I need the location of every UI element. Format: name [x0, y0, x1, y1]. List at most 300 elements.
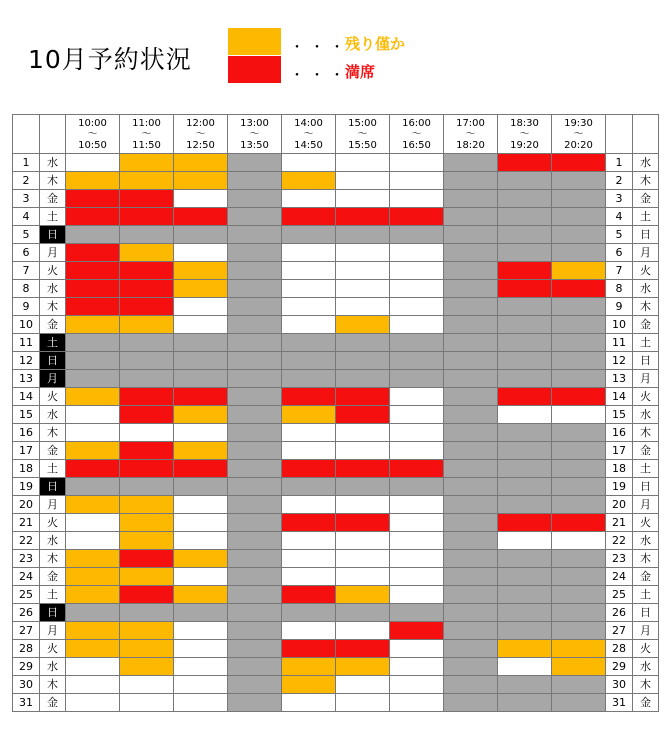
slot-cell	[390, 694, 444, 712]
slot-cell	[174, 172, 228, 190]
slot-cell	[120, 244, 174, 262]
weekday: 水	[40, 154, 66, 172]
slot-cell	[444, 658, 498, 676]
legend-dots-full: ・・・	[290, 68, 350, 84]
slot-cell	[120, 640, 174, 658]
weekday-right: 月	[633, 496, 659, 514]
slot-cell	[390, 640, 444, 658]
weekday: 金	[40, 316, 66, 334]
day-number-right: 21	[606, 514, 633, 532]
day-number: 7	[13, 262, 40, 280]
slot-cell	[444, 604, 498, 622]
slot-cell	[552, 694, 606, 712]
day-number-right: 15	[606, 406, 633, 424]
slot-cell	[120, 388, 174, 406]
slot-cell	[120, 208, 174, 226]
day-number-right: 12	[606, 352, 633, 370]
weekday: 火	[40, 640, 66, 658]
slot-cell	[444, 622, 498, 640]
slot-cell	[120, 190, 174, 208]
table-row	[13, 208, 659, 226]
slot-cell	[444, 352, 498, 370]
slot-cell	[552, 550, 606, 568]
time-slot-header	[390, 115, 444, 154]
slot-cell	[174, 514, 228, 532]
legend-few-label: 残り僅か	[345, 35, 406, 53]
slot-cell	[552, 226, 606, 244]
day-number: 15	[13, 406, 40, 424]
weekday-right: 月	[633, 244, 659, 262]
reservation-table	[12, 114, 659, 712]
slot-cell	[282, 586, 336, 604]
slot-cell	[120, 496, 174, 514]
day-number: 28	[13, 640, 40, 658]
weekday: 木	[40, 298, 66, 316]
day-number-right: 27	[606, 622, 633, 640]
time-slot-sep: ～	[195, 128, 206, 140]
slot-cell	[282, 244, 336, 262]
weekday-right: 水	[633, 658, 659, 676]
slot-cell	[444, 172, 498, 190]
slot-cell	[498, 478, 552, 496]
slot-cell	[120, 352, 174, 370]
table-row	[13, 496, 659, 514]
slot-cell	[120, 334, 174, 352]
slot-cell	[336, 604, 390, 622]
slot-cell	[174, 424, 228, 442]
slot-cell	[174, 370, 228, 388]
slot-cell	[282, 262, 336, 280]
time-slot-sep: ～	[141, 128, 152, 140]
slot-cell	[66, 532, 120, 550]
slot-cell	[336, 478, 390, 496]
table-row	[13, 478, 659, 496]
slot-cell	[390, 352, 444, 370]
slot-cell	[228, 460, 282, 478]
table-row	[13, 586, 659, 604]
slot-cell	[66, 190, 120, 208]
slot-cell	[66, 172, 120, 190]
slot-cell	[228, 370, 282, 388]
time-slot-end: 14:50	[294, 139, 323, 151]
day-number: 14	[13, 388, 40, 406]
slot-cell	[336, 532, 390, 550]
table-row	[13, 244, 659, 262]
slot-cell	[390, 460, 444, 478]
slot-cell	[498, 676, 552, 694]
slot-cell	[498, 694, 552, 712]
slot-cell	[228, 352, 282, 370]
day-number: 25	[13, 586, 40, 604]
slot-cell	[336, 550, 390, 568]
slot-cell	[498, 316, 552, 334]
day-number-right: 3	[606, 190, 633, 208]
slot-cell	[282, 154, 336, 172]
weekday: 土	[40, 460, 66, 478]
slot-cell	[390, 154, 444, 172]
slot-cell	[390, 514, 444, 532]
slot-cell	[282, 424, 336, 442]
header-blank	[13, 115, 40, 154]
time-slot-header	[552, 115, 606, 154]
weekday: 火	[40, 388, 66, 406]
slot-cell	[174, 460, 228, 478]
slot-cell	[282, 604, 336, 622]
slot-cell	[498, 568, 552, 586]
weekday-right: 金	[633, 568, 659, 586]
weekday-right: 月	[633, 622, 659, 640]
day-number-right: 13	[606, 370, 633, 388]
table-row	[13, 316, 659, 334]
slot-cell	[498, 280, 552, 298]
legend-few-swatch	[228, 28, 281, 55]
weekday: 木	[40, 550, 66, 568]
slot-cell	[390, 316, 444, 334]
table-row	[13, 676, 659, 694]
weekday-right: 水	[633, 154, 659, 172]
slot-cell	[390, 370, 444, 388]
day-number: 18	[13, 460, 40, 478]
slot-cell	[66, 244, 120, 262]
slot-cell	[444, 370, 498, 388]
slot-cell	[498, 172, 552, 190]
day-number: 23	[13, 550, 40, 568]
slot-cell	[390, 676, 444, 694]
day-number-right: 9	[606, 298, 633, 316]
table-row	[13, 298, 659, 316]
time-slot-end: 16:50	[402, 139, 431, 151]
slot-cell	[228, 262, 282, 280]
slot-cell	[390, 244, 444, 262]
slot-cell	[552, 676, 606, 694]
slot-cell	[66, 514, 120, 532]
weekday: 月	[40, 244, 66, 262]
slot-cell	[444, 190, 498, 208]
slot-cell	[228, 550, 282, 568]
slot-cell	[336, 226, 390, 244]
slot-cell	[282, 388, 336, 406]
day-number: 26	[13, 604, 40, 622]
weekday: 水	[40, 532, 66, 550]
weekday-right: 金	[633, 190, 659, 208]
slot-cell	[552, 280, 606, 298]
time-slot-end: 11:50	[132, 139, 161, 151]
time-slot-start: 14:00	[294, 117, 323, 129]
table-row	[13, 370, 659, 388]
slot-cell	[120, 280, 174, 298]
slot-cell	[390, 496, 444, 514]
weekday: 土	[40, 586, 66, 604]
slot-cell	[552, 298, 606, 316]
slot-cell	[282, 532, 336, 550]
slot-cell	[174, 568, 228, 586]
slot-cell	[552, 244, 606, 262]
slot-cell	[390, 586, 444, 604]
slot-cell	[498, 442, 552, 460]
weekday-right: 火	[633, 514, 659, 532]
slot-cell	[444, 514, 498, 532]
slot-cell	[498, 514, 552, 532]
weekday: 月	[40, 496, 66, 514]
table-row	[13, 154, 659, 172]
header-blank	[40, 115, 66, 154]
day-number-right: 14	[606, 388, 633, 406]
weekday-right: 日	[633, 478, 659, 496]
slot-cell	[336, 316, 390, 334]
slot-cell	[498, 190, 552, 208]
slot-cell	[552, 442, 606, 460]
slot-cell	[390, 208, 444, 226]
slot-cell	[336, 352, 390, 370]
slot-cell	[228, 208, 282, 226]
time-slot-header	[228, 115, 282, 154]
slot-cell	[66, 694, 120, 712]
time-slot-end: 15:50	[348, 139, 377, 151]
slot-cell	[228, 676, 282, 694]
day-number: 19	[13, 478, 40, 496]
time-slot-end: 19:20	[510, 139, 539, 151]
day-number: 13	[13, 370, 40, 388]
weekday-right: 土	[633, 208, 659, 226]
slot-cell	[498, 604, 552, 622]
slot-cell	[444, 316, 498, 334]
page-title: 10月予約状況	[28, 45, 192, 74]
time-slot-sep: ～	[87, 128, 98, 140]
time-slot-sep: ～	[303, 128, 314, 140]
weekday-right: 木	[633, 550, 659, 568]
slot-cell	[498, 586, 552, 604]
time-slot-header	[282, 115, 336, 154]
slot-cell	[282, 208, 336, 226]
weekday-right: 火	[633, 640, 659, 658]
slot-cell	[552, 658, 606, 676]
weekday: 木	[40, 676, 66, 694]
slot-cell	[444, 334, 498, 352]
weekday-right: 金	[633, 442, 659, 460]
slot-cell	[120, 658, 174, 676]
weekday: 木	[40, 424, 66, 442]
day-number-right: 17	[606, 442, 633, 460]
day-number-right: 18	[606, 460, 633, 478]
slot-cell	[498, 550, 552, 568]
slot-cell	[282, 568, 336, 586]
slot-cell	[228, 496, 282, 514]
day-number: 12	[13, 352, 40, 370]
slot-cell	[282, 298, 336, 316]
slot-cell	[444, 280, 498, 298]
slot-cell	[174, 406, 228, 424]
slot-cell	[552, 640, 606, 658]
day-number: 9	[13, 298, 40, 316]
slot-cell	[498, 424, 552, 442]
day-number-right: 31	[606, 694, 633, 712]
time-slot-start: 16:00	[402, 117, 431, 129]
time-slot-sep: ～	[411, 128, 422, 140]
slot-cell	[552, 190, 606, 208]
slot-cell	[228, 154, 282, 172]
slot-cell	[390, 568, 444, 586]
slot-cell	[444, 262, 498, 280]
slot-cell	[120, 154, 174, 172]
weekday-right: 火	[633, 262, 659, 280]
table-row	[13, 694, 659, 712]
slot-cell	[336, 460, 390, 478]
table-row	[13, 190, 659, 208]
weekday-right: 土	[633, 334, 659, 352]
header-blank	[606, 115, 633, 154]
day-number: 3	[13, 190, 40, 208]
slot-cell	[282, 676, 336, 694]
day-number: 22	[13, 532, 40, 550]
day-number-right: 10	[606, 316, 633, 334]
slot-cell	[282, 640, 336, 658]
weekday: 火	[40, 262, 66, 280]
time-slot-header	[120, 115, 174, 154]
slot-cell	[228, 334, 282, 352]
slot-cell	[390, 406, 444, 424]
slot-cell	[552, 370, 606, 388]
slot-cell	[174, 478, 228, 496]
table-row	[13, 460, 659, 478]
slot-cell	[390, 604, 444, 622]
slot-cell	[552, 568, 606, 586]
slot-cell	[498, 406, 552, 424]
weekday-right: 木	[633, 298, 659, 316]
slot-cell	[498, 658, 552, 676]
time-slot-start: 19:30	[564, 117, 593, 129]
slot-cell	[552, 334, 606, 352]
weekday: 月	[40, 622, 66, 640]
slot-cell	[120, 514, 174, 532]
slot-cell	[444, 406, 498, 424]
slot-cell	[174, 298, 228, 316]
slot-cell	[174, 388, 228, 406]
slot-cell	[174, 244, 228, 262]
slot-cell	[444, 208, 498, 226]
table-row	[13, 442, 659, 460]
slot-cell	[282, 478, 336, 496]
weekday: 水	[40, 406, 66, 424]
slot-cell	[390, 388, 444, 406]
slot-cell	[66, 280, 120, 298]
header-blank	[633, 115, 659, 154]
slot-cell	[66, 586, 120, 604]
weekday-right: 水	[633, 280, 659, 298]
slot-cell	[228, 532, 282, 550]
slot-cell	[498, 622, 552, 640]
weekday-right: 土	[633, 586, 659, 604]
slot-cell	[282, 514, 336, 532]
slot-cell	[552, 586, 606, 604]
slot-cell	[228, 640, 282, 658]
weekday-right: 水	[633, 406, 659, 424]
day-number: 8	[13, 280, 40, 298]
weekday-right: 木	[633, 676, 659, 694]
table-row	[13, 604, 659, 622]
slot-cell	[498, 208, 552, 226]
weekday: 土	[40, 334, 66, 352]
slot-cell	[444, 424, 498, 442]
slot-cell	[174, 496, 228, 514]
slot-cell	[174, 262, 228, 280]
slot-cell	[444, 496, 498, 514]
table-body	[13, 154, 659, 712]
slot-cell	[282, 550, 336, 568]
day-number: 29	[13, 658, 40, 676]
day-number-right: 28	[606, 640, 633, 658]
slot-cell	[174, 622, 228, 640]
slot-cell	[66, 352, 120, 370]
weekday-right: 火	[633, 388, 659, 406]
slot-cell	[228, 442, 282, 460]
time-slot-sep: ～	[519, 128, 530, 140]
slot-cell	[282, 622, 336, 640]
table-row	[13, 226, 659, 244]
slot-cell	[282, 280, 336, 298]
slot-cell	[498, 154, 552, 172]
slot-cell	[282, 442, 336, 460]
slot-cell	[498, 532, 552, 550]
time-slot-header	[66, 115, 120, 154]
table-row	[13, 406, 659, 424]
time-slot-start: 12:00	[186, 117, 215, 129]
weekday: 月	[40, 370, 66, 388]
slot-cell	[336, 172, 390, 190]
slot-cell	[66, 406, 120, 424]
legend-dots-few: ・・・	[290, 40, 350, 56]
slot-cell	[552, 460, 606, 478]
day-number: 24	[13, 568, 40, 586]
table-row	[13, 658, 659, 676]
time-slot-header	[444, 115, 498, 154]
slot-cell	[120, 604, 174, 622]
slot-cell	[444, 478, 498, 496]
slot-cell	[390, 172, 444, 190]
slot-cell	[120, 172, 174, 190]
time-slot-start: 11:00	[132, 117, 161, 129]
slot-cell	[552, 478, 606, 496]
day-number-right: 11	[606, 334, 633, 352]
slot-cell	[174, 604, 228, 622]
slot-cell	[390, 478, 444, 496]
slot-cell	[228, 622, 282, 640]
slot-cell	[174, 676, 228, 694]
slot-cell	[174, 226, 228, 244]
day-number-right: 23	[606, 550, 633, 568]
slot-cell	[498, 262, 552, 280]
table-row	[13, 550, 659, 568]
slot-cell	[498, 496, 552, 514]
slot-cell	[120, 478, 174, 496]
weekday: 木	[40, 172, 66, 190]
weekday: 日	[40, 226, 66, 244]
weekday: 水	[40, 658, 66, 676]
time-slot-sep: ～	[357, 128, 368, 140]
time-slot-end: 18:20	[456, 139, 485, 151]
slot-cell	[66, 226, 120, 244]
table-row	[13, 388, 659, 406]
slot-cell	[336, 586, 390, 604]
slot-cell	[174, 640, 228, 658]
day-number-right: 20	[606, 496, 633, 514]
slot-cell	[336, 154, 390, 172]
table-row	[13, 424, 659, 442]
slot-cell	[552, 424, 606, 442]
slot-cell	[336, 262, 390, 280]
weekday: 金	[40, 190, 66, 208]
day-number-right: 2	[606, 172, 633, 190]
time-slot-header	[498, 115, 552, 154]
